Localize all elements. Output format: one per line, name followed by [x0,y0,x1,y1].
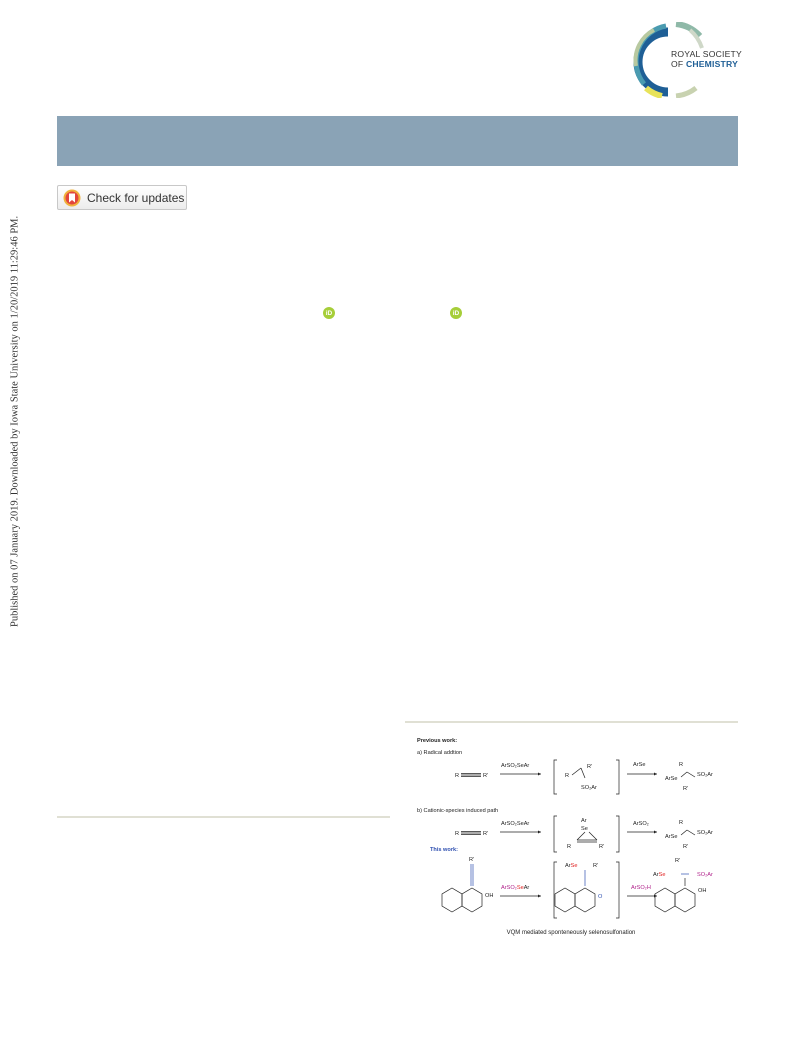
seleniranium-ar: Ar [581,818,587,824]
vqm-rp: R' [593,863,599,869]
product-b-r: R [679,820,684,826]
product-c-oh: OH [698,888,707,894]
logo-line-2-prefix: OF [671,58,684,69]
bookmark-icon [63,189,81,207]
scheme-caption: VQM mediated sponteneously selenosulfonation [506,930,636,936]
product-a-arse: ArSe [665,776,678,782]
reagent-b: ArSO₂SeAr [501,821,530,827]
scheme-b-label: b) Cationic-species induced path [417,808,499,814]
vqm-arse: ArSe [565,863,578,869]
reagent-c: ArSO₂SeAr [501,885,530,891]
radical-int-r: R [565,773,570,779]
radical-int-so2ar: SO₂Ar [581,785,597,791]
product-a-r: R [679,762,684,768]
product-c-so2ar: SO₂Ar [697,872,713,878]
alkyne-b-r: R [455,831,460,837]
orcid-icon[interactable]: iD [323,307,335,319]
previous-work-heading: Previous work: [417,738,458,744]
check-for-updates-label: Check for updates [87,190,185,205]
product-c-rp: R' [675,858,681,864]
product-b-so2ar: SO₂Ar [697,830,713,836]
vqm-o: O [598,894,603,900]
product-a-so2ar: SO₂Ar [697,772,713,778]
start-oh: OH [485,893,494,899]
seleniranium-se: Se [581,826,588,832]
so2-radical: ArSO₂ [633,821,649,827]
scheme-a-label: a) Radical addtion [417,750,463,756]
seleniranium-rp: R' [599,844,605,850]
radical-int-rp: R' [587,764,593,770]
product-c-arse: ArSe [653,872,666,878]
start-rp: R' [469,857,475,863]
product-b-rp: R' [683,844,689,850]
arse-radical: ArSe [633,762,646,768]
reaction-scheme [405,730,738,940]
rsc-logo-text [671,50,742,69]
seleniranium-r: R [567,844,572,850]
logo-line-2-bold: CHEMISTRY [685,58,739,69]
reagent-a: ArSO₂SeAr [501,763,530,769]
arso2h-label: ArSO₂H [631,885,651,891]
logo-line-1: ROYAL SOCIETY [671,49,742,59]
product-b-arse: ArSe [665,834,678,840]
column-divider [57,816,390,818]
this-work-heading: This work: [430,847,458,853]
header-banner [57,116,738,166]
scheme-top-rule [405,721,738,723]
orcid-icon[interactable]: iD [450,307,462,319]
product-a-rp: R' [683,786,689,792]
download-info-note: Published on 07 January 2019. Downloaded by Iowa State University on 1/20/2019 11:29:46 PM. [9,215,21,627]
check-for-updates-button[interactable] [57,185,187,210]
alkyne-b-rp: R' [483,831,489,837]
alkyne-rp: R' [483,773,489,779]
alkyne-r: R [455,773,460,779]
